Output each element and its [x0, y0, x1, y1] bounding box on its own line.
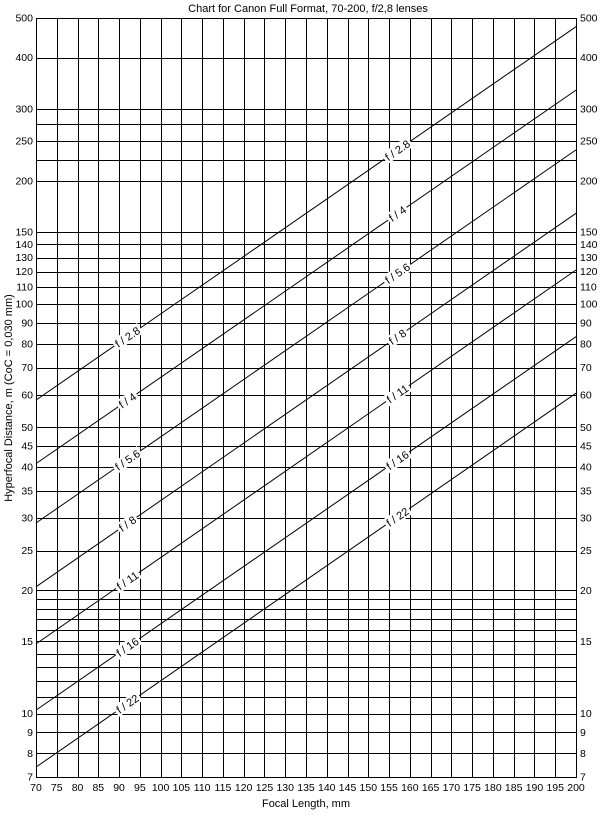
- y-tick-label-right: 140: [580, 238, 598, 251]
- y-axis-label: Hyperfocal Distance, m (CoC = 0,030 mm): [3, 294, 15, 502]
- y-tick-label-right: 25: [580, 545, 592, 558]
- series-label-text: f / 4: [117, 391, 139, 412]
- series-label-5: [382, 447, 413, 474]
- y-tick-label-right: 90: [580, 317, 592, 330]
- y-tick-label-left: 500: [15, 12, 33, 25]
- y-tick-label-left: 80: [21, 338, 33, 351]
- x-tick-label: 115: [214, 782, 232, 794]
- x-axis-label: Focal Length, mm: [261, 798, 351, 810]
- x-tick-label: 185: [504, 782, 523, 794]
- y-tick-label-right: 45: [580, 440, 592, 453]
- y-tick-label-right: 8: [580, 747, 586, 760]
- x-tick-label: 165: [421, 782, 440, 794]
- y-tick-label-right: 400: [580, 52, 598, 65]
- y-tick-label-right: 60: [580, 389, 592, 402]
- gridlines: [36, 18, 577, 778]
- y-tick-label-left: 250: [15, 135, 33, 148]
- series-label-6: [382, 504, 413, 531]
- x-tick-label: 150: [359, 782, 378, 794]
- y-tick-label-right: 500: [580, 12, 598, 25]
- y-tick-label-left: 40: [21, 461, 33, 474]
- y-tick-label-left: 20: [21, 584, 33, 597]
- series-label-text: f / 11: [384, 382, 412, 407]
- y-tick-label-right: 120: [580, 266, 598, 279]
- series-label-text: f / 4: [387, 204, 409, 225]
- x-tick-label: 160: [401, 782, 419, 794]
- y-tick-label-right: 15: [580, 635, 592, 648]
- y-tick-label-right: 9: [580, 726, 586, 739]
- series-label-text: f / 22: [114, 692, 142, 717]
- y-tick-label-right: 30: [580, 512, 592, 525]
- y-tick-label-right: 70: [580, 362, 592, 375]
- y-tick-label-left: 7: [27, 771, 33, 784]
- x-tick-label: 135: [297, 782, 315, 794]
- series-label-text: f / 11: [114, 569, 142, 594]
- x-tick-label: 180: [484, 782, 502, 794]
- series-label-text: f / 16: [384, 449, 412, 473]
- y-tick-label-right: 130: [580, 252, 598, 265]
- x-tick-label: 170: [442, 782, 461, 794]
- x-tick-label: 130: [276, 782, 294, 794]
- y-tick-label-left: 45: [21, 440, 33, 453]
- series-label-text: f / 5.6: [113, 447, 143, 474]
- y-tick-label-left: 8: [27, 747, 33, 760]
- series-label-text: f / 5.6: [383, 261, 413, 287]
- x-tick-label: 105: [172, 782, 191, 794]
- x-tick-label: 80: [71, 782, 84, 794]
- series-label-5: [112, 634, 143, 661]
- y-tick-label-right: 80: [580, 338, 592, 351]
- x-tick-label: 100: [151, 782, 170, 794]
- x-tick-label: 120: [234, 782, 253, 794]
- y-tick-label-right: 35: [580, 485, 592, 498]
- x-tick-label: 200: [567, 782, 585, 794]
- y-tick-label-right: 250: [580, 135, 598, 148]
- y-tick-label-left: 70: [21, 362, 33, 375]
- x-tick-label: 145: [338, 782, 357, 794]
- y-tick-label-left: 120: [15, 266, 33, 279]
- series-label-2: [111, 446, 144, 475]
- x-tick-label: 70: [30, 782, 42, 794]
- y-tick-label-left: 300: [15, 103, 33, 116]
- y-tick-label-right: 200: [580, 175, 598, 188]
- series-label-2: [381, 259, 414, 288]
- series-label-1: [115, 389, 141, 412]
- x-tick-label: 155: [380, 782, 398, 794]
- y-tick-label-right: 10: [580, 708, 592, 721]
- y-tick-label-left: 400: [15, 52, 33, 65]
- y-tick-label-left: 100: [15, 298, 33, 311]
- x-tick-label: 90: [113, 782, 125, 794]
- y-tick-label-right: 20: [580, 584, 592, 597]
- y-tick-label-right: 300: [580, 103, 598, 116]
- series-label-6: [112, 691, 143, 718]
- series-label-text: f / 8: [117, 514, 139, 535]
- x-tick-label: 85: [92, 782, 105, 794]
- y-tick-label-right: 150: [580, 226, 598, 239]
- series-label-4: [383, 381, 413, 407]
- series-label-3: [385, 326, 411, 349]
- x-tick-label: 110: [193, 782, 211, 794]
- y-tick-label-right: 110: [580, 281, 597, 294]
- y-tick-label-left: 50: [21, 421, 33, 434]
- x-tick-label: 175: [463, 782, 481, 794]
- y-tick-label-left: 30: [21, 512, 33, 525]
- series-label-text: f / 16: [114, 635, 142, 660]
- series-label-3: [115, 512, 141, 535]
- y-tick-label-left: 25: [21, 545, 33, 558]
- y-tick-label-right: 100: [580, 298, 598, 311]
- series-label-text: f / 8: [387, 327, 409, 348]
- y-tick-label-right: 40: [580, 461, 592, 474]
- series-label-text: f / 2.8: [383, 138, 413, 164]
- y-tick-label-right: 7: [580, 771, 586, 784]
- y-tick-label-left: 10: [21, 708, 33, 721]
- series-label-1: [385, 202, 411, 225]
- y-tick-label-right: 50: [580, 421, 592, 434]
- x-tick-label: 95: [134, 782, 146, 794]
- series-label-0: [111, 323, 144, 352]
- y-tick-label-left: 60: [21, 389, 33, 402]
- x-tick-label: 125: [255, 782, 274, 794]
- y-tick-label-left: 15: [21, 635, 33, 648]
- series-label-text: f / 2.8: [113, 324, 143, 351]
- y-tick-label-left: 140: [15, 238, 33, 251]
- y-tick-label-left: 9: [27, 726, 33, 739]
- x-tick-label: 190: [525, 782, 544, 794]
- y-tick-label-left: 150: [15, 226, 33, 239]
- x-tick-label: 75: [50, 782, 63, 794]
- y-tick-label-left: 90: [21, 317, 33, 330]
- y-tick-label-left: 130: [15, 252, 33, 265]
- series-label-text: f / 22: [384, 505, 412, 530]
- chart-title: Chart for Canon Full Format, 70-200, f/2,8 lenses: [188, 3, 428, 15]
- y-tick-label-left: 200: [15, 175, 33, 188]
- y-tick-label-left: 35: [21, 485, 33, 498]
- x-tick-label: 140: [318, 782, 336, 794]
- y-tick-label-left: 110: [16, 281, 33, 294]
- x-tick-label: 195: [546, 782, 564, 794]
